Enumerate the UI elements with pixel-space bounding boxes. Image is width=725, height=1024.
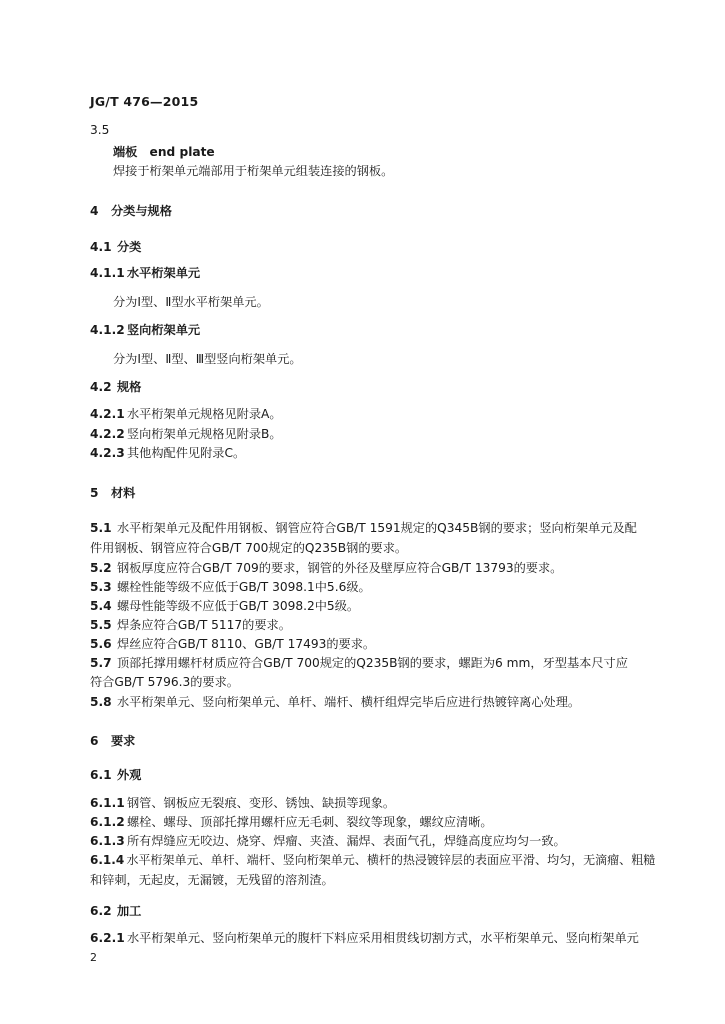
- section-heading-5: [90, 485, 135, 501]
- clause-title: 分类: [117, 240, 142, 254]
- section-title: 材料: [111, 486, 136, 500]
- term-definition: 焊接于桁架单元端部用于桁架单元组装连接的钢板。: [113, 164, 394, 178]
- clause-number: 4.1: [90, 240, 112, 254]
- clause-number: 4.1.2: [90, 323, 125, 337]
- clause-title: 加工: [117, 904, 142, 918]
- clause-number: 4.1.1: [90, 266, 125, 280]
- clause-number: 5.8: [90, 695, 112, 709]
- section-title: 分类与规格: [111, 204, 172, 218]
- clause-5-7: [90, 655, 628, 671]
- clause-heading-4-2: [90, 379, 141, 395]
- section-heading-4: [90, 203, 172, 219]
- clause-6-2-1: [90, 930, 639, 946]
- clause-heading-6-2: [90, 903, 141, 919]
- clause-5-7-continued: 符合GB/T 5796.3的要求。: [90, 675, 239, 689]
- clause-5-5: [90, 617, 291, 633]
- clause-text: 其他构配件见附录C。: [127, 446, 246, 460]
- clause-text-4-1-2: 分为Ⅰ型、Ⅱ型、Ⅲ型竖向桁架单元。: [113, 352, 302, 366]
- clause-4-2-2: [90, 426, 282, 442]
- clause-title: 外观: [117, 768, 142, 782]
- section-number: 4: [90, 204, 99, 218]
- clause-5-1-continued: 件用钢板、钢管应符合GB/T 700规定的Q235B钢的要求。: [90, 541, 408, 555]
- clause-text: 水平桁架单元及配件用钢板、钢管应符合GB/T 1591规定的Q345B钢的要求；竖向桁架单元及配: [117, 521, 637, 535]
- section-number: 6: [90, 734, 99, 748]
- clause-5-3: [90, 579, 371, 595]
- clause-number: 6.2: [90, 904, 112, 918]
- clause-text: 所有焊缝应无咬边、烧穿、焊瘤、夹渣、漏焊、表面气孔，焊缝高度应均匀一致。: [127, 834, 566, 848]
- standard-code-header: JG/T 476—2015: [90, 94, 199, 109]
- clause-text: 水平桁架单元、竖向桁架单元、单杆、端杆、横杆组焊完毕后应进行热镀锌离心处理。: [117, 695, 581, 709]
- clause-text: 钢板厚度应符合GB/T 709的要求，钢管的外径及壁厚应符合GB/T 13793的要求。: [117, 561, 563, 575]
- clause-text: 水平桁架单元、竖向桁架单元的腹杆下料应采用相贯线切割方式，水平桁架单元、竖向桁架单元: [127, 931, 639, 945]
- clause-title: 规格: [117, 380, 142, 394]
- clause-5-1: [90, 520, 637, 536]
- clause-number: 4.2.2: [90, 427, 125, 441]
- clause-text: 水平桁架单元规格见附录A。: [127, 407, 282, 421]
- section-heading-6: [90, 733, 135, 749]
- clause-title: 水平桁架单元: [127, 266, 201, 280]
- clause-number: 6.1: [90, 768, 112, 782]
- clause-heading-4-1-2: [90, 322, 200, 338]
- clause-heading-6-1: [90, 767, 141, 783]
- clause-6-1-4-continued: 和锌刺，无起皮，无漏镀，无残留的溶剂渣。: [90, 873, 334, 887]
- clause-5-4: [90, 598, 359, 614]
- clause-6-1-2: [90, 814, 493, 830]
- page-number: 2: [90, 951, 97, 964]
- clause-number: 6.1.4: [90, 853, 125, 867]
- clause-number: 6.2.1: [90, 931, 125, 945]
- clause-text: 螺栓、螺母、顶部托撑用螺杆应无毛刺、裂纹等现象，螺纹应清晰。: [127, 815, 493, 829]
- clause-number: 4.2: [90, 380, 112, 394]
- clause-heading-4-1: [90, 239, 141, 255]
- clause-number: 5.6: [90, 637, 112, 651]
- clause-number: 5.7: [90, 656, 112, 670]
- clause-5-8: [90, 694, 580, 710]
- clause-5-2: [90, 560, 562, 576]
- clause-number: 4.2.3: [90, 446, 125, 460]
- clause-6-1-1: [90, 795, 395, 811]
- term-name: 端板 end plate: [113, 145, 215, 159]
- clause-text: 顶部托撑用螺杆材质应符合GB/T 700规定的Q235B钢的要求，螺距为6 mm，牙型基本尺寸应: [117, 656, 628, 670]
- clause-number-3-5: 3.5: [90, 123, 110, 137]
- clause-number: 5.5: [90, 618, 112, 632]
- clause-text: 螺栓性能等级不应低于GB/T 3098.1中5.6级。: [117, 580, 371, 594]
- clause-number: 5.2: [90, 561, 112, 575]
- clause-number: 5.1: [90, 521, 112, 535]
- clause-4-2-3: [90, 445, 245, 461]
- clause-text: 钢管、钢板应无裂痕、变形、锈蚀、缺损等现象。: [127, 796, 396, 810]
- clause-5-6: [90, 636, 375, 652]
- clause-6-1-3: [90, 833, 566, 849]
- section-title: 要求: [111, 734, 136, 748]
- clause-text: 焊条应符合GB/T 5117的要求。: [117, 618, 291, 632]
- clause-number: 6.1.3: [90, 834, 125, 848]
- clause-text: 水平桁架单元、单杆、端杆、竖向桁架单元、横杆的热浸镀锌层的表面应平滑、均匀，无滴瘤、粗糙: [126, 853, 656, 867]
- clause-text-4-1-1: 分为Ⅰ型、Ⅱ型水平桁架单元。: [113, 295, 269, 309]
- clause-6-1-4: [90, 852, 655, 868]
- clause-text: 竖向桁架单元规格见附录B。: [127, 427, 282, 441]
- clause-text: 焊丝应符合GB/T 8110、GB/T 17493的要求。: [117, 637, 376, 651]
- clause-4-2-1: [90, 406, 282, 422]
- clause-number: 6.1.2: [90, 815, 125, 829]
- clause-heading-4-1-1: [90, 265, 200, 281]
- section-number: 5: [90, 486, 99, 500]
- clause-text: 螺母性能等级不应低于GB/T 3098.2中5级。: [117, 599, 360, 613]
- clause-number: 5.3: [90, 580, 112, 594]
- clause-title: 竖向桁架单元: [127, 323, 201, 337]
- clause-number: 5.4: [90, 599, 112, 613]
- clause-number: 4.2.1: [90, 407, 125, 421]
- clause-number: 6.1.1: [90, 796, 125, 810]
